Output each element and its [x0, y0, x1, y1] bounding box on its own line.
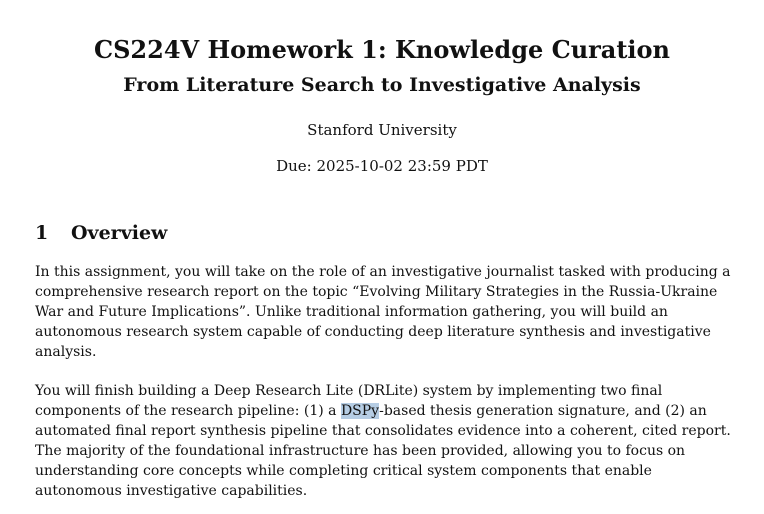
paragraph-line: War and Future Implications”. Unlike traditional information gathering, you will build an — [35, 304, 668, 320]
due-date: Due: 2025-10-02 23:59 PDT — [276, 157, 488, 175]
paragraph-line: comprehensive research report on the topic “Evolving Military Strategies in the Russia-Ukraine — [35, 284, 718, 300]
paragraph-line — [35, 401, 735, 421]
selected-text-dspy[interactable]: DSPy — [340, 403, 380, 419]
overview-paragraph-2 — [35, 381, 735, 501]
section-heading-overview — [35, 220, 167, 246]
paragraph-line: The majority of the foundational infrastructure has been provided, allowing you to focus on — [35, 443, 686, 459]
overview-paragraph-1 — [35, 262, 735, 362]
paragraph-line: You will finish building a Deep Research Lite (DRLite) system by implementing two final — [35, 383, 663, 399]
document-subtitle: From Literature Search to Investigative Analysis — [123, 74, 641, 96]
paragraph-line: autonomous research system capable of conducting deep literature synthesis and investigative — [35, 324, 711, 340]
paragraph-line: analysis. — [35, 344, 97, 360]
document-title: CS224V Homework 1: Knowledge Curation — [93, 35, 671, 64]
section-title: Overview — [71, 222, 168, 244]
paragraph-text: components of the research pipeline: (1) a — [35, 403, 341, 419]
document-author: Stanford University — [307, 121, 457, 139]
paragraph-line: understanding core concepts while completing critical system components that enable — [35, 463, 652, 479]
paragraph-text: -based thesis generation signature, and (2) an — [379, 403, 707, 419]
paragraph-line: In this assignment, you will take on the role of an investigative journalist tasked with producing a — [35, 264, 731, 280]
section-number: 1 — [35, 222, 49, 244]
paragraph-line: autonomous investigative capabilities. — [35, 483, 308, 499]
paragraph-line: automated final report synthesis pipeline that consolidates evidence into a coherent, cited report. — [35, 423, 731, 439]
